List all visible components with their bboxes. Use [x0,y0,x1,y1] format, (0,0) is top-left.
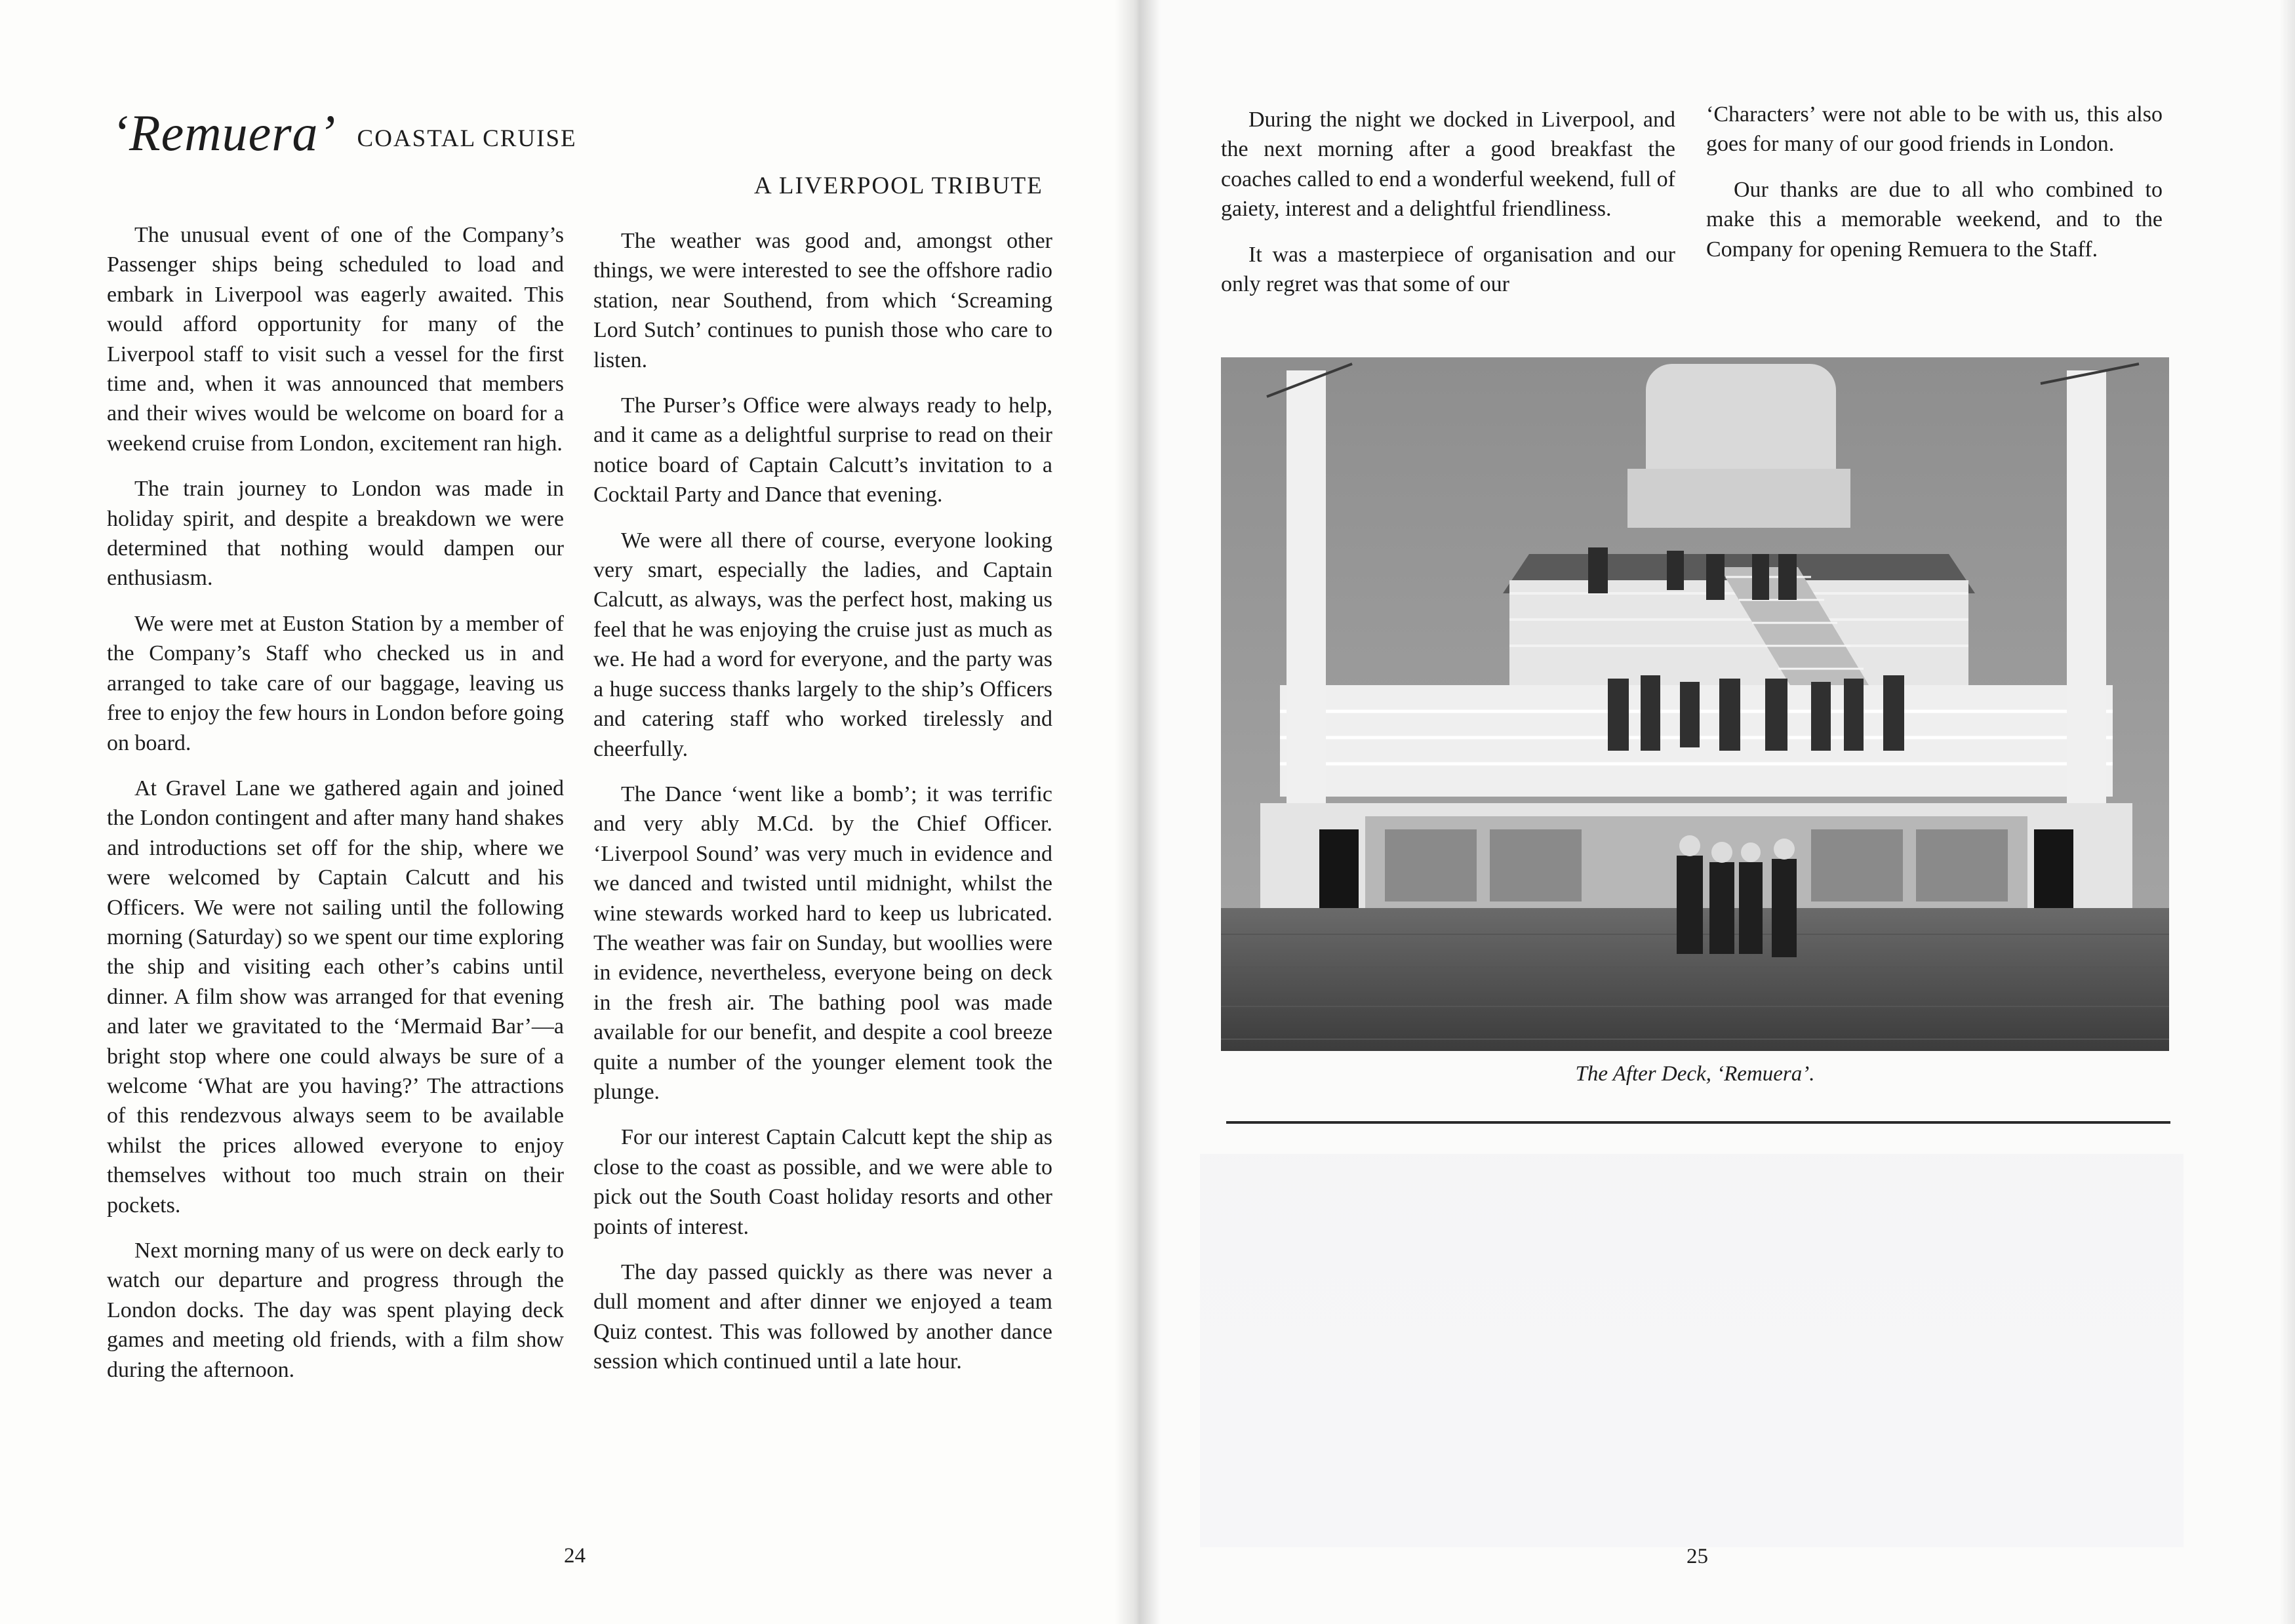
section-heading: A LIVERPOOL TRIBUTE [754,172,1043,199]
text-column-3 [1221,105,1675,315]
photo-caption: The After Deck, ‘Remuera’. [1575,1062,1815,1086]
page-number-right: 25 [1686,1545,1708,1568]
paragraph: We were all there of course, everyone looking very smart, especially the ladies, and Captain Calcutt, as always, was the perfect host, making us feel that he was enjoying the cruise just as much as we. He had a word for everyone, and the party was a huge success thanks largely to the ship’s Officers and catering staff who worked tirelessly and cheerfully. [593,528,1052,761]
paragraph: It was a masterpiece of organisation and our only regret was that some of our [1221,242,1675,297]
text-column-2 [593,226,1052,1393]
paragraph: Our thanks are due to all who combined to make this a memorable weekend, and to the Company for opening Remuera to the Staff. [1706,177,2163,262]
photo-illustration [1221,357,2169,1051]
title-ship-name: ‘Remuera’ [111,104,336,161]
title-subtitle: COASTAL CRUISE [357,125,577,152]
paragraph: During the night we docked in Liverpool, and the next morning after a good breakfast the coaches called to end a wonderful weekend, full of gaiety, interest and a delightful friendliness. [1221,108,1675,222]
paragraph: The Purser’s Office were always ready to help, and it came as a delightful surprise to read on their notice board of Captain Calcutt’s invitation to a Cocktail Party and Dance that evening. [593,393,1052,507]
paragraph: Next morning many of us were on deck early to watch our departure and progress through the London docks. The day was spent playing deck games and meeting old friends, with a film show during the afternoon. [107,1238,564,1382]
paragraph: For our interest Captain Calcutt kept the ship as close to the coast as possible, and we were able to pick out the South Coast holiday resorts and other points of interest. [593,1125,1052,1239]
paragraph: At Gravel Lane we gathered again and joined the London contingent and after many hand shakes and introductions set off for the ship, where we were welcomed by Captain Calcutt and his Officers. We were not sailing until the following morning (Saturday) so we spent our time exploring the ship and visiting each other’s cabins until dinner. A film show was arranged for that evening and later we gravitated to the ‘Mermaid Bar’—a bright stop where one could always be sure of a welcome ‘What are you having?’ The attractions of this rendezvous always seem to be available whilst the prices allowed everyone to enjoy themselves without too much strain on their pockets. [107,776,564,1218]
text-column-4 [1706,100,2163,280]
paragraph: We were met at Euston Station by a member of the Company’s Staff who checked us in and arranged to take care of our baggage, leaving us free to enjoy the few hours in London before going on board. [107,611,564,755]
ship-after-deck-photo [1221,357,2169,1051]
paragraph: ‘Characters’ were not able to be with us, this also goes for many of our good friends in London. [1706,102,2163,157]
text-column-1 [107,220,564,1400]
book-gutter [1115,0,1161,1624]
paragraph: The day passed quickly as there was never a dull moment and after dinner we enjoyed a team Quiz contest. This was followed by another dance session which continued until a late hour. [593,1260,1052,1374]
paragraph: The Dance ‘went like a bomb’; it was terrific and very ably M.Cd. by the Chief Officer. ‘Liverpool Sound’ was very much in evidence and we danced and twisted until midnight, whilst the wine stewards worked hard to keep us lubricated. The weather was fair on Sunday, but woollies were in evidence, nevertheless, everyone being on deck in the fresh air. The bathing pool was made available for our benefit, and despite a cool breeze quite a number of the younger element took the plunge. [593,782,1052,1104]
page-edge-shadow [2279,0,2295,1624]
paragraph: The train journey to London was made in holiday spirit, and despite a breakdown we were determined that nothing would dampen our enthusiasm. [107,477,564,591]
article-title [111,104,577,163]
page-number-left: 24 [564,1544,586,1568]
faded-bleed-through-area [1200,1154,2184,1547]
horizontal-rule [1226,1121,2170,1124]
paragraph: The unusual event of one of the Company’s Passenger ships being scheduled to load and embark in Liverpool was eagerly awaited. This would afford opportunity for many of the Liverpool staff to visit such a vessel for the first time and, when it was announced that members and their wives would be welcome on board for a weekend cruise from London, excitement ran high. [107,223,564,456]
paragraph: The weather was good and, amongst other things, we were interested to see the offshore radio station, near Southend, from which ‘Screaming Lord Sutch’ continues to punish those who care to listen. [593,229,1052,372]
